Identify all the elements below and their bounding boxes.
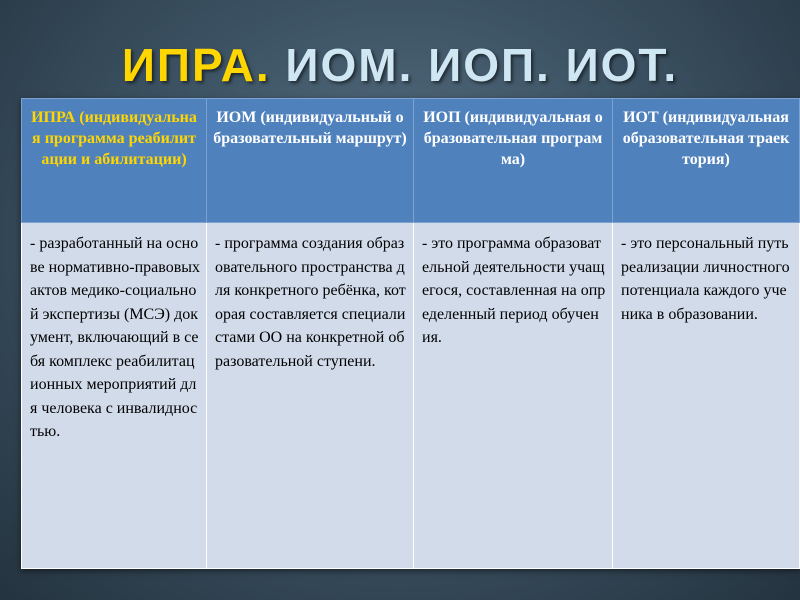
title-part-rest: ИОМ. ИОП. ИОТ. — [285, 39, 679, 91]
header-ipra: ИПРА (индивидуальная программа реабилитации и абилитации) — [22, 99, 207, 223]
definition-row — [22, 223, 800, 569]
header-iot: ИОТ (индивидуальная образовательная траектория) — [613, 99, 800, 223]
title-part-ipra: ИПРА. — [121, 39, 271, 91]
comparison-table — [21, 98, 800, 569]
slide-title — [0, 38, 800, 92]
cell-iom — [207, 223, 414, 569]
header-iop: ИОП (индивидуальная образовательная программа) — [414, 99, 613, 223]
cell-iom-text: - программа создания образовательного пространства для конкретного ребёнка, которая составляется специалистами ОО на конкретной образовательной ступени. — [215, 235, 406, 370]
header-row — [22, 99, 800, 223]
header-iom: ИОМ (индивидуальный образовательный маршрут) — [207, 99, 414, 223]
cell-iop — [414, 223, 613, 569]
cell-ipra-text: - разработанный на основе нормативно-правовых актов медико-социальной экспертизы (МСЭ) документ, включающий в себя комплекс реабилитационных мероприятий для человека с инвалидностью. — [30, 235, 200, 440]
cell-ipra — [22, 223, 207, 569]
cell-iop-text: - это программа образовательной деятельности учащегося, составленная на определенный период обучения. — [422, 235, 606, 346]
cell-iot — [613, 223, 800, 569]
cell-iot-text: - это персональный путь реализации личностного потенциала каждого ученика в образовании. — [621, 235, 790, 323]
